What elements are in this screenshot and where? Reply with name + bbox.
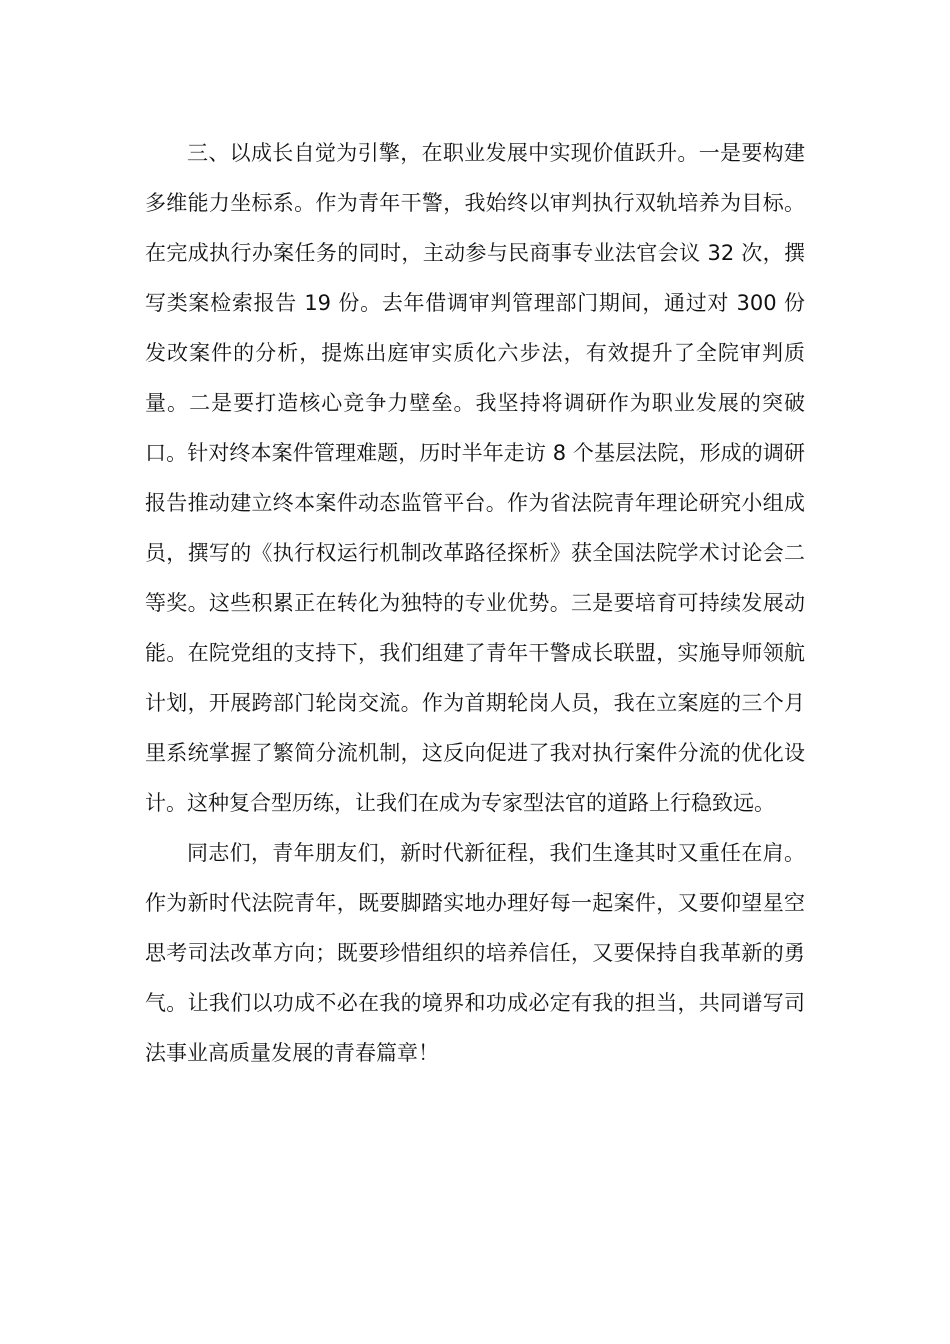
paragraph-closing-appeal: 同志们，青年朋友们，新时代新征程，我们生逢其时又重任在肩。作为新时代法院青年，既要脚踏实地办理好每一起案件，又要仰望星空思考司法改革方向；既要珍惜组织的培养信任，又要保持自我革新的勇气。让我们以功成不必在我的境界和功成必定有我的担当，共同谱写司法事业高质量发展的青春篇章！ [145, 841, 805, 1065]
paragraph-growth-engine: 三、以成长自觉为引擎，在职业发展中实现价值跃升。一是要构建多维能力坐标系。作为青年干警，我始终以审判执行双轨培养为目标。在完成执行办案任务的同时，主动参与民商事专业法官会议 32 次，撰写类案检索报告 19 份。去年借调审判管理部门期间，通过对 300 份发改案件的分析，提炼出庭审实质化六步法，有效提升了全院审判质量。二是要打造核心竞争力壁垒。我坚持将调研作为职业发展的突破口。针对终本案件管理难题，历时半年走访 8 个基层法院，形成的调研报告推动建立终本案件动态监管平台。作为省法院青年理论研究小组成员，撰写的《执行权运行机制改革路径探析》获全国法院学术讨论会二等奖。这些积累正在转化为独特的专业优势。三是要培育可持续发展动能。在院党组的支持下，我们组建了青年干警成长联盟，实施导师领航计划，开展跨部门轮岗交流。作为首期轮岗人员，我在立案庭的三个月里系统掌握了繁简分流机制，这反向促进了我对执行案件分流的优化设计。这种复合型历练，让我们在成为专家型法官的道路上行稳致远。 [145, 141, 805, 815]
document-body [145, 128, 805, 1078]
